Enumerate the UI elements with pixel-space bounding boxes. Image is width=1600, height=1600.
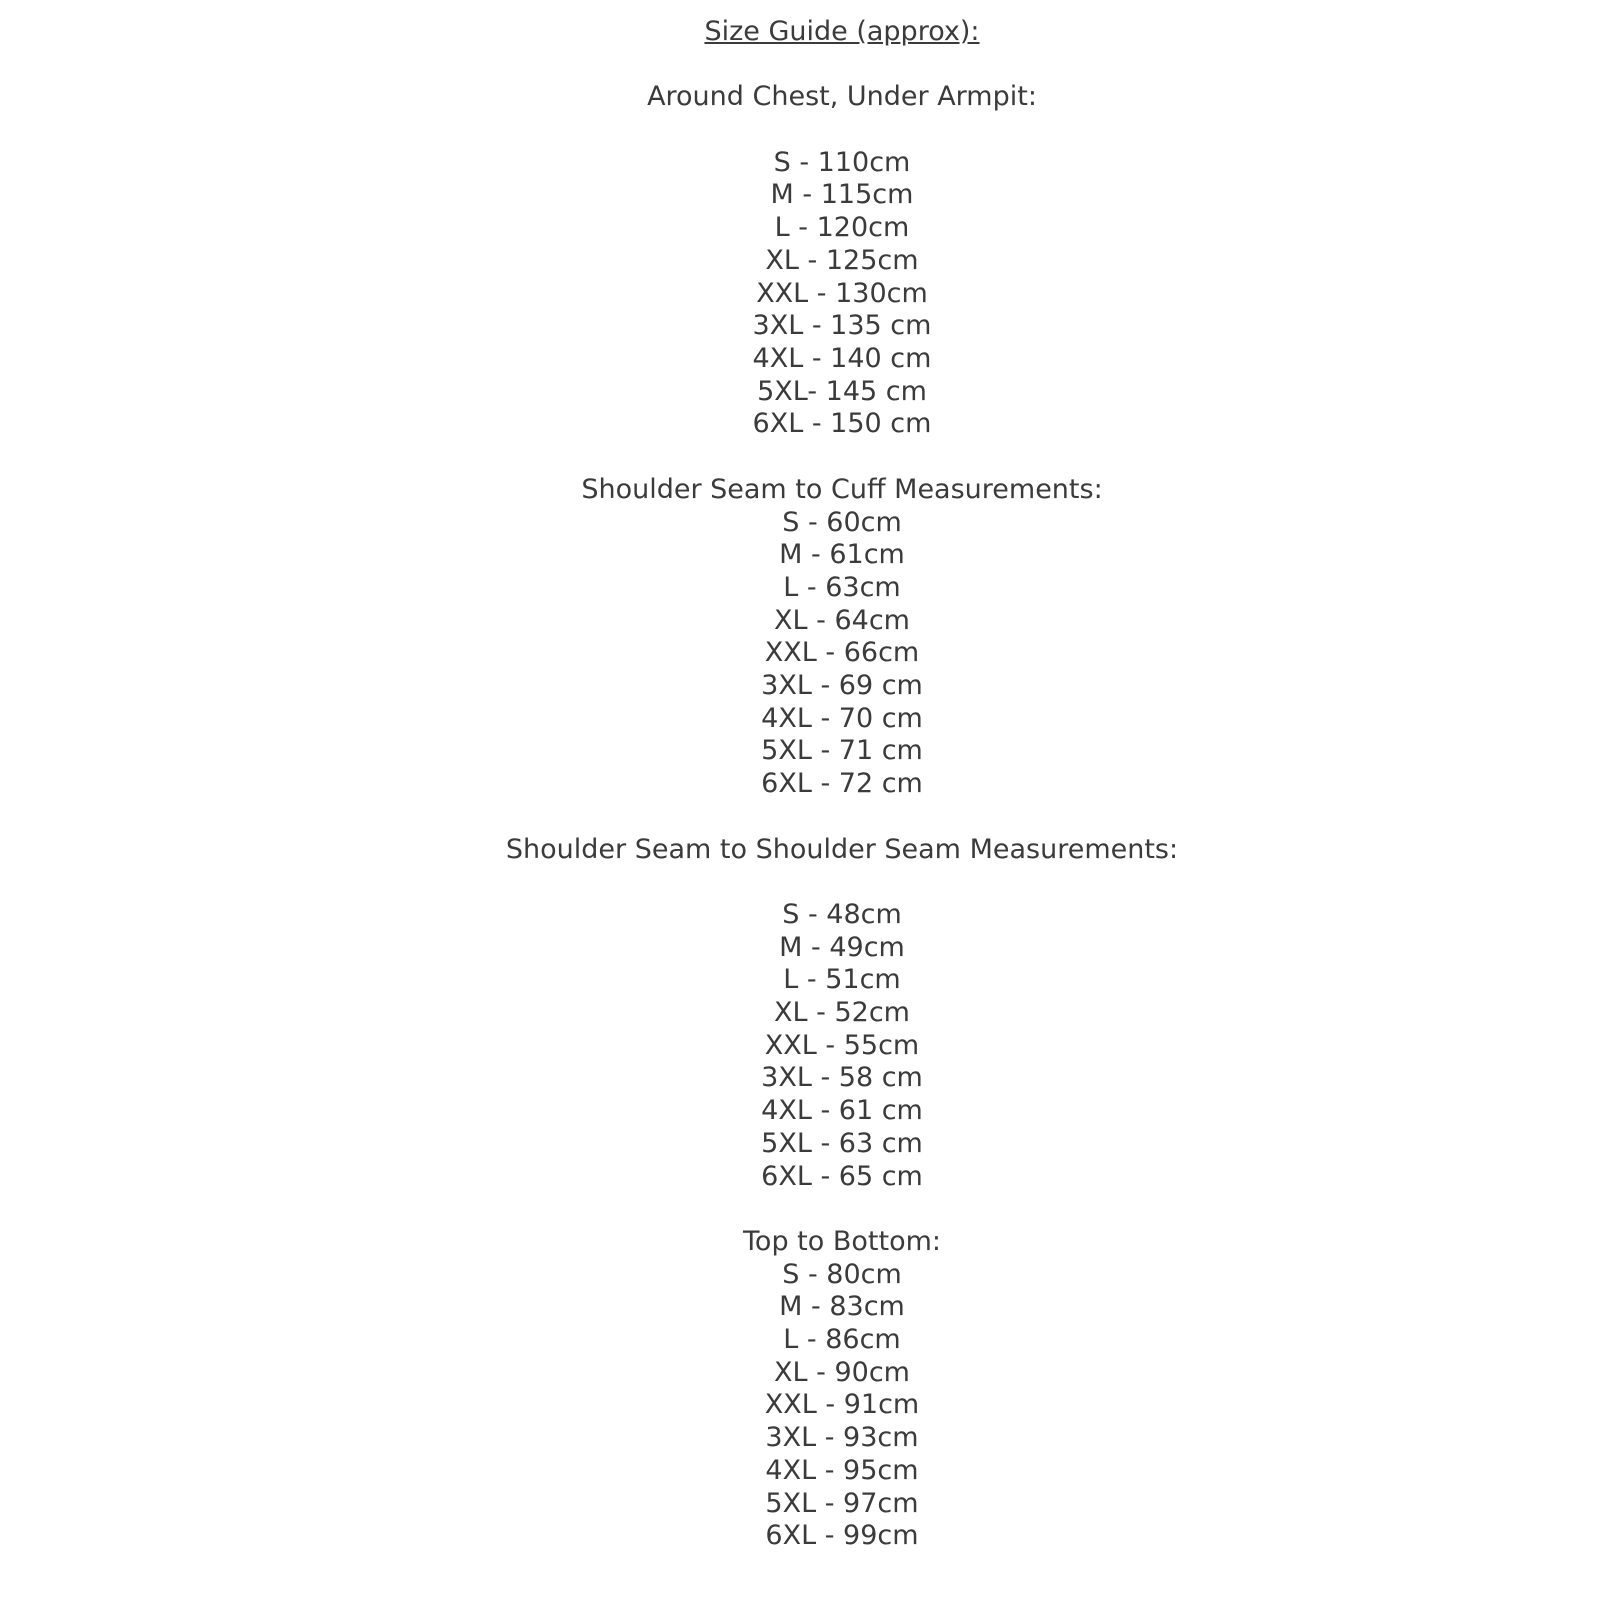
- size-line: 4XL - 70 cm: [761, 702, 923, 734]
- size-line: 4XL - 61 cm: [761, 1095, 923, 1127]
- size-line: M - 61cm: [779, 539, 905, 571]
- size-section-cuff: [84, 474, 1600, 801]
- size-line: 3XL - 135 cm: [752, 310, 932, 342]
- size-line: 5XL - 97cm: [765, 1487, 919, 1519]
- size-line: XXL - 91cm: [764, 1389, 920, 1421]
- size-line: 6XL - 72 cm: [761, 768, 923, 800]
- size-line: 4XL - 95cm: [765, 1454, 919, 1486]
- size-line: XXL - 55cm: [764, 1029, 920, 1061]
- size-line: 3XL - 58 cm: [761, 1062, 923, 1094]
- section-lines: [84, 147, 1600, 441]
- section-heading: Shoulder Seam to Cuff Measurements:: [581, 473, 1103, 505]
- size-line: S - 60cm: [782, 506, 902, 538]
- size-line: 4XL - 140 cm: [752, 343, 932, 374]
- size-line: 3XL - 69 cm: [761, 670, 923, 702]
- size-line: 3XL - 93cm: [765, 1422, 919, 1454]
- section-lines: [84, 899, 1600, 1193]
- size-line: XL - 125cm: [765, 244, 919, 276]
- size-line: L - 120cm: [774, 212, 910, 244]
- section-heading: Shoulder Seam to Shoulder Seam Measurements:: [505, 833, 1179, 865]
- size-line: M - 115cm: [770, 179, 914, 211]
- size-line: 6XL - 150 cm: [752, 408, 932, 440]
- size-line: S - 48cm: [782, 898, 902, 930]
- size-section-chest: [84, 81, 1600, 441]
- size-line: 5XL - 63 cm: [761, 1127, 923, 1159]
- section-heading: Around Chest, Under Armpit:: [647, 81, 1037, 113]
- section-lines: [84, 507, 1600, 801]
- size-line: XL - 64cm: [774, 604, 910, 636]
- size-line: L - 51cm: [783, 964, 901, 996]
- section-heading: Top to Bottom:: [743, 1225, 941, 1257]
- size-line: M - 49cm: [779, 931, 905, 963]
- size-section-length: [84, 1226, 1600, 1553]
- section-lines: [84, 1259, 1600, 1553]
- size-line: XXL - 130cm: [756, 277, 928, 309]
- size-line: L - 63cm: [783, 571, 901, 603]
- size-line: M - 83cm: [779, 1291, 905, 1323]
- size-line: 5XL- 145 cm: [757, 375, 927, 407]
- size-line: 6XL - 99cm: [765, 1520, 919, 1552]
- size-line: 5XL - 71 cm: [761, 735, 923, 767]
- size-section-shoulder: [84, 834, 1600, 1194]
- size-line: XL - 52cm: [774, 997, 910, 1029]
- size-line: S - 110cm: [773, 146, 911, 178]
- size-line: 6XL - 65 cm: [761, 1160, 923, 1192]
- size-line: L - 86cm: [783, 1324, 901, 1356]
- size-line: XXL - 66cm: [764, 637, 920, 669]
- page-title: Size Guide (approx):: [704, 16, 980, 47]
- size-line: S - 80cm: [782, 1258, 902, 1290]
- size-line: XL - 90cm: [774, 1356, 910, 1388]
